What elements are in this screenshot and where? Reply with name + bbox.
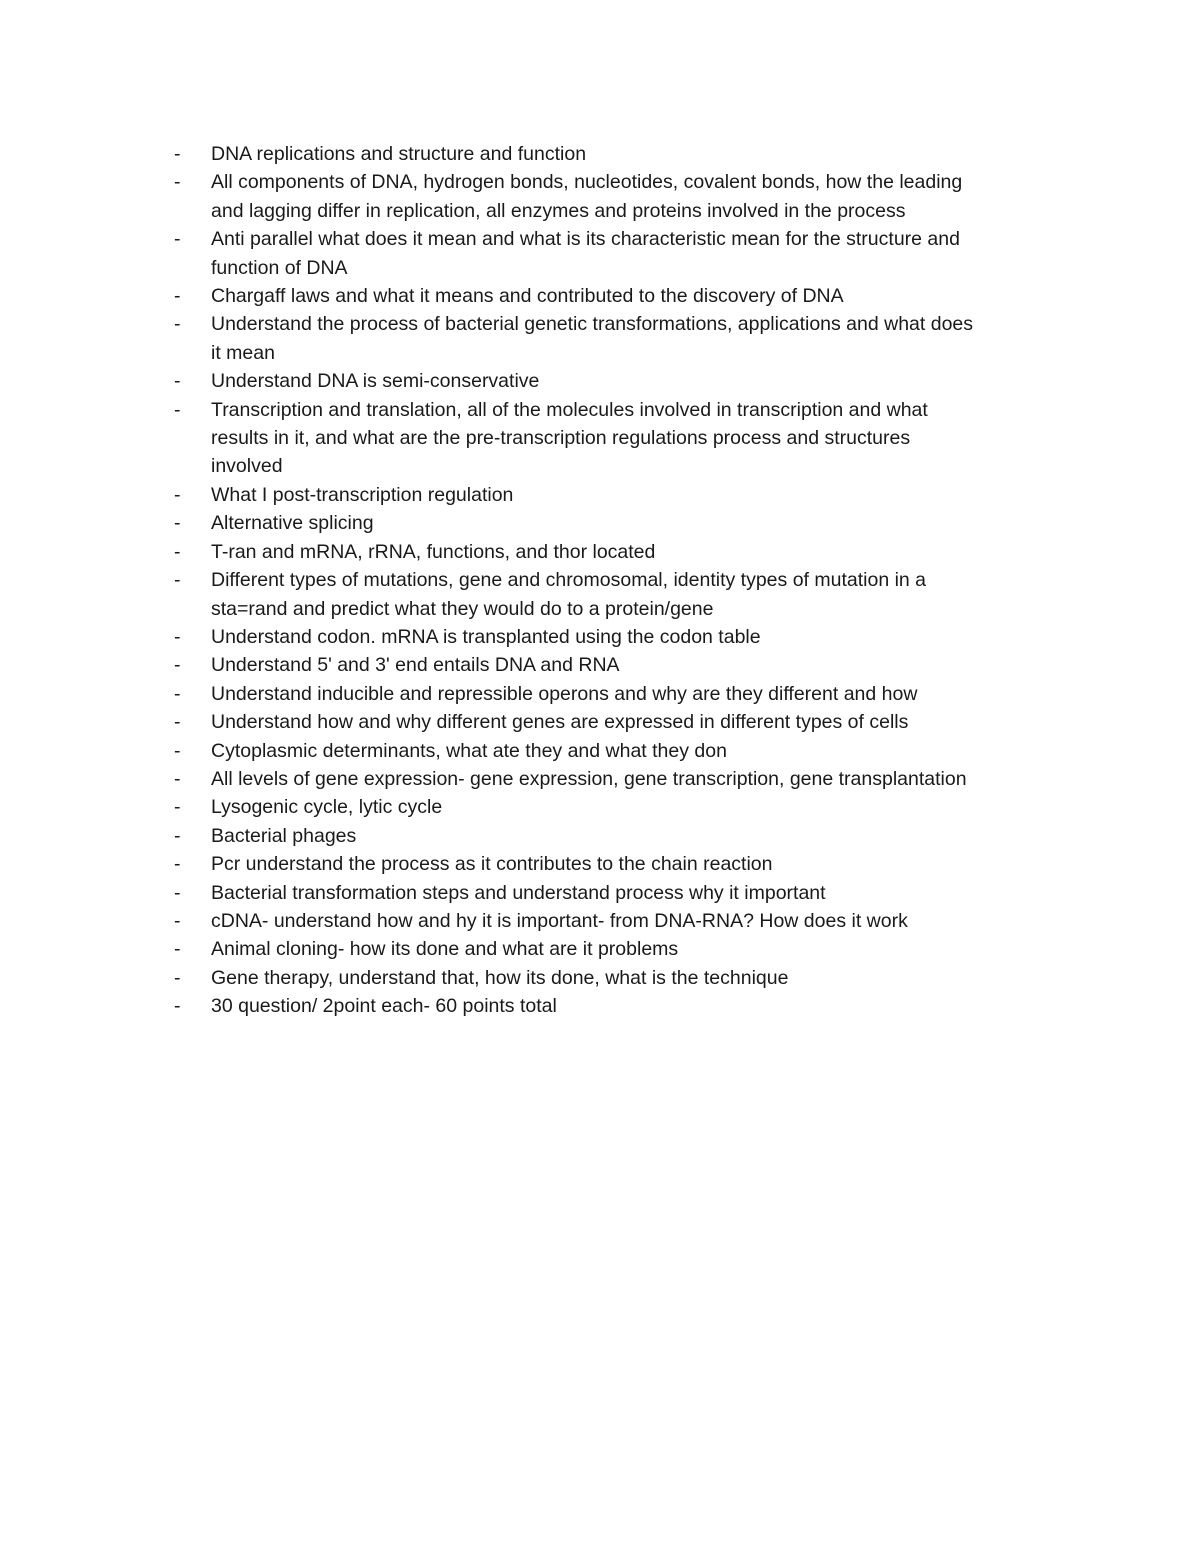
bullet-dash: -	[174, 938, 181, 961]
list-item	[172, 310, 1072, 367]
list-item-line: Understand the process of bacterial genetic transformations, applications and what does	[211, 313, 974, 336]
list-item-text	[211, 907, 1072, 935]
bullet-dash: -	[174, 625, 181, 648]
bullet-dash: -	[174, 370, 181, 393]
list-item-text	[211, 765, 1072, 793]
bullet-dash: -	[174, 143, 181, 165]
list-item-text	[211, 623, 1072, 651]
list-item-line: Chargaff laws and what it means and contributed to the discovery of DNA	[211, 285, 844, 308]
list-item-line: Transcription and translation, all of the molecules involved in transcription and what	[211, 398, 928, 421]
list-item-line: Cytoplasmic determinants, what ate they and what they don	[211, 739, 727, 762]
list-item	[172, 680, 1072, 708]
list-item-line: All components of DNA, hydrogen bonds, nucleotides, covalent bonds, how the leading	[211, 171, 963, 194]
list-item-line: involved	[211, 455, 283, 478]
bullet-dash: -	[174, 739, 181, 762]
list-item	[172, 225, 1072, 282]
list-item-text	[211, 680, 1072, 708]
list-item-line: Bacterial phages	[211, 824, 357, 847]
list-item	[172, 907, 1072, 935]
list-item-line: Understand codon. mRNA is transplanted using the codon table	[211, 625, 761, 648]
list-item	[172, 793, 1072, 821]
list-item	[172, 509, 1072, 537]
list-item-text	[211, 140, 1072, 168]
list-item-line: it mean	[211, 341, 275, 364]
list-item-line: Different types of mutations, gene and chromosomal, identity types of mutation in a	[211, 569, 927, 592]
list-item-line: and lagging differ in replication, all enzymes and proteins involved in the process	[211, 199, 906, 222]
list-item-line: Lysogenic cycle, lytic cycle	[211, 796, 443, 819]
bullet-dash: -	[174, 540, 181, 563]
bullet-dash: -	[174, 228, 181, 251]
list-item-line: Anti parallel what does it mean and what is its characteristic mean for the structure and	[211, 228, 960, 251]
bullet-dash: -	[174, 682, 181, 705]
bullet-dash: -	[174, 881, 181, 904]
list-item-text	[211, 481, 1072, 509]
list-item-text	[211, 879, 1072, 907]
list-item	[172, 651, 1072, 679]
list-item-line: sta=rand and predict what they would do to a protein/gene	[211, 597, 714, 620]
list-item-text	[211, 850, 1072, 878]
bullet-dash: -	[174, 796, 181, 819]
list-item-line: results in it, and what are the pre-transcription regulations process and structures	[211, 427, 911, 450]
list-item	[172, 566, 1072, 623]
list-item-line: Understand 5' and 3' end entails DNA and RNA	[211, 654, 620, 677]
list-item-text	[211, 935, 1072, 963]
list-item	[172, 481, 1072, 509]
list-item-line: function of DNA	[211, 256, 348, 279]
list-item-line: Understand inducible and repressible operons and why are they different and how	[211, 682, 918, 705]
bullet-dash: -	[174, 569, 181, 592]
list-item	[172, 850, 1072, 878]
bullet-dash: -	[174, 711, 181, 734]
bullet-dash: -	[174, 398, 181, 421]
bullet-dash: -	[174, 654, 181, 677]
list-item	[172, 708, 1072, 736]
list-item-text	[211, 992, 1072, 1020]
bullet-dash: -	[174, 313, 181, 336]
list-item	[172, 822, 1072, 850]
list-item-text	[211, 225, 1072, 282]
list-item-text	[211, 566, 1072, 623]
list-item-text	[211, 282, 1072, 310]
list-item	[172, 992, 1072, 1020]
list-item-line: What I post-transcription regulation	[211, 483, 514, 506]
list-item-text	[211, 737, 1072, 765]
list-item-line: Bacterial transformation steps and understand process why it important	[211, 881, 826, 904]
list-item-line: DNA replications and structure and function	[211, 143, 587, 165]
list-item-line: Gene therapy, understand that, how its done, what is the technique	[211, 966, 789, 989]
study-guide-list	[172, 140, 1072, 1021]
bullet-dash: -	[174, 171, 181, 194]
list-item	[172, 879, 1072, 907]
bullet-dash: -	[174, 995, 181, 1018]
list-item-text	[211, 793, 1072, 821]
list-item	[172, 396, 1072, 481]
list-item-line: Alternative splicing	[211, 512, 374, 535]
list-item-text	[211, 538, 1072, 566]
bullet-dash: -	[174, 909, 181, 932]
list-item-text	[211, 396, 1072, 481]
bullet-dash: -	[174, 966, 181, 989]
list-item-text	[211, 708, 1072, 736]
list-item-line: Understand DNA is semi-conservative	[211, 370, 540, 393]
list-item	[172, 935, 1072, 963]
bullet-dash: -	[174, 483, 181, 506]
list-item-line: Animal cloning- how its done and what are it problems	[211, 938, 679, 961]
list-item	[172, 282, 1072, 310]
list-item-line: Pcr understand the process as it contributes to the chain reaction	[211, 853, 773, 876]
list-item	[172, 538, 1072, 566]
list-item-text	[211, 964, 1072, 992]
list-item-text	[211, 822, 1072, 850]
list-item-line: cDNA- understand how and hy it is important- from DNA-RNA? How does it work	[211, 909, 908, 932]
list-item-text	[211, 509, 1072, 537]
list-item	[172, 623, 1072, 651]
list-item	[172, 367, 1072, 395]
bullet-dash: -	[174, 767, 181, 790]
list-item	[172, 168, 1072, 225]
list-item	[172, 765, 1072, 793]
list-item	[172, 140, 1072, 168]
bullet-dash: -	[174, 512, 181, 535]
bullet-dash: -	[174, 824, 181, 847]
list-item-text	[211, 310, 1072, 367]
list-item-line: All levels of gene expression- gene expression, gene transcription, gene transplantation	[211, 767, 967, 790]
list-item	[172, 737, 1072, 765]
list-item-line: 30 question/ 2point each- 60 points total	[211, 995, 557, 1018]
list-item	[172, 964, 1072, 992]
list-item-text	[211, 168, 1072, 225]
bullet-dash: -	[174, 853, 181, 876]
list-item-line: Understand how and why different genes are expressed in different types of cells	[211, 711, 909, 734]
list-item-text	[211, 651, 1072, 679]
list-item-text	[211, 367, 1072, 395]
list-item-line: T-ran and mRNA, rRNA, functions, and thor located	[211, 540, 656, 563]
bullet-dash: -	[174, 285, 181, 308]
